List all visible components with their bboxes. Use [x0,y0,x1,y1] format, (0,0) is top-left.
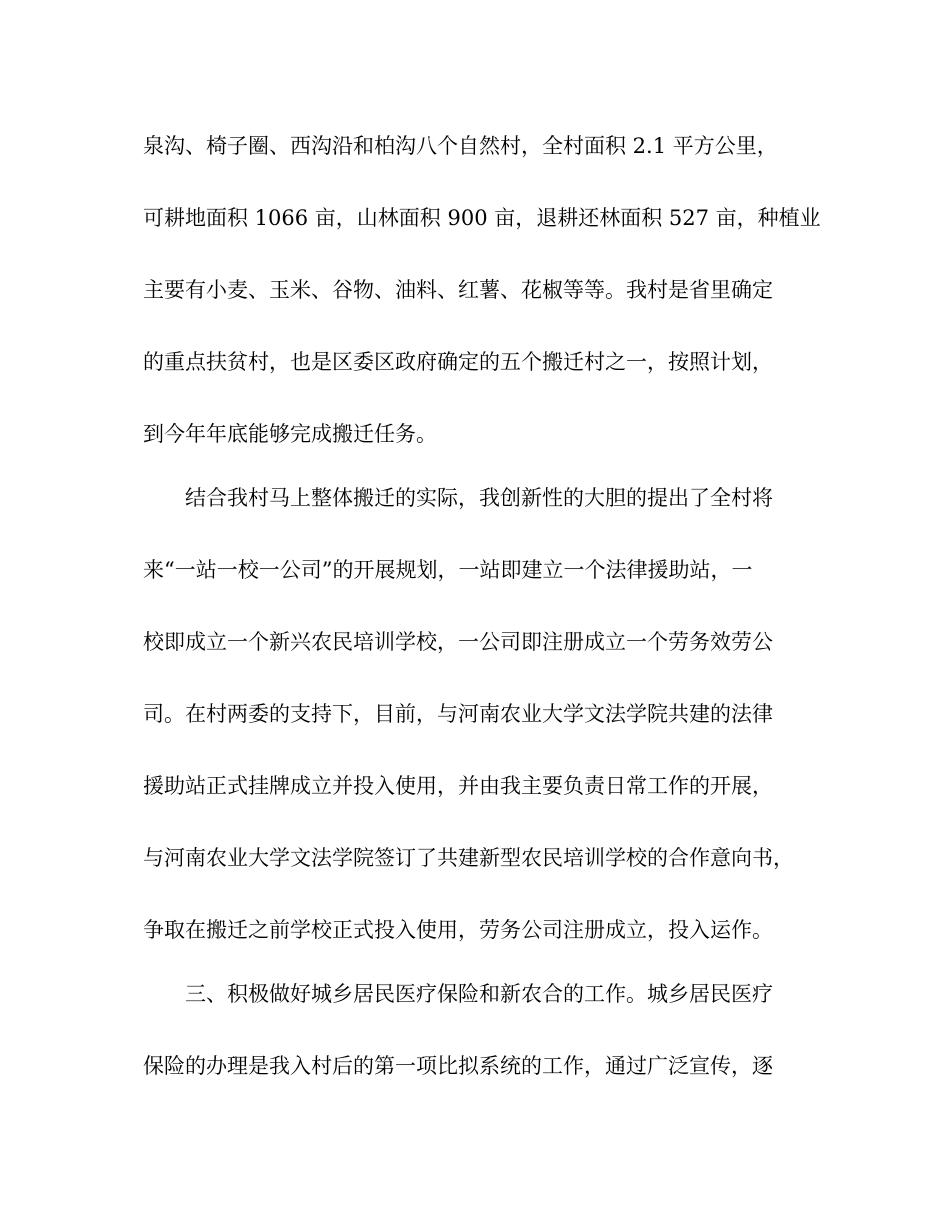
paragraph-first-line: 三、积极做好城乡居民医疗保险和新农合的工作。城乡居民医疗 [185,982,773,1006]
text-line: 到今年年底能够完成搬迁任务。 [143,422,437,446]
text-line: 保险的办理是我入村后的第一项比拟系统的工作，通过广泛宣传，逐 [143,1054,773,1078]
text-line: 校即成立一个新兴农民培训学校，一公司即注册成立一个劳务效劳公 [143,630,773,654]
text-line: 可耕地面积 1066 亩，山林面积 900 亩，退耕还林面积 527 亩，种植业 [143,206,821,230]
text-line: 来“一站一校一公司”的开展规划，一站即建立一个法律援助站，一 [143,558,753,582]
text-line: 主要有小麦、玉米、谷物、油料、红薯、花椒等等。我村是省里确定 [143,278,773,302]
text-line: 的重点扶贫村，也是区委区政府确定的五个搬迁村之一，按照计划， [143,350,773,374]
text-line: 司。在村两委的支持下，目前，与河南农业大学文法学院共建的法律 [143,702,773,726]
text-line: 与河南农业大学文法学院签订了共建新型农民培训学校的合作意向书， [143,846,794,870]
text-line: 泉沟、椅子圈、西沟沿和柏沟八个自然村，全村面积 2.1 平方公里， [143,134,778,158]
text-line: 援助站正式挂牌成立并投入使用，并由我主要负责日常工作的开展， [143,774,773,798]
text-line: 争取在搬迁之前学校正式投入使用，劳务公司注册成立，投入运作。 [143,918,773,942]
paragraph-first-line: 结合我村马上整体搬迁的实际，我创新性的大胆的提出了全村将 [185,486,773,510]
